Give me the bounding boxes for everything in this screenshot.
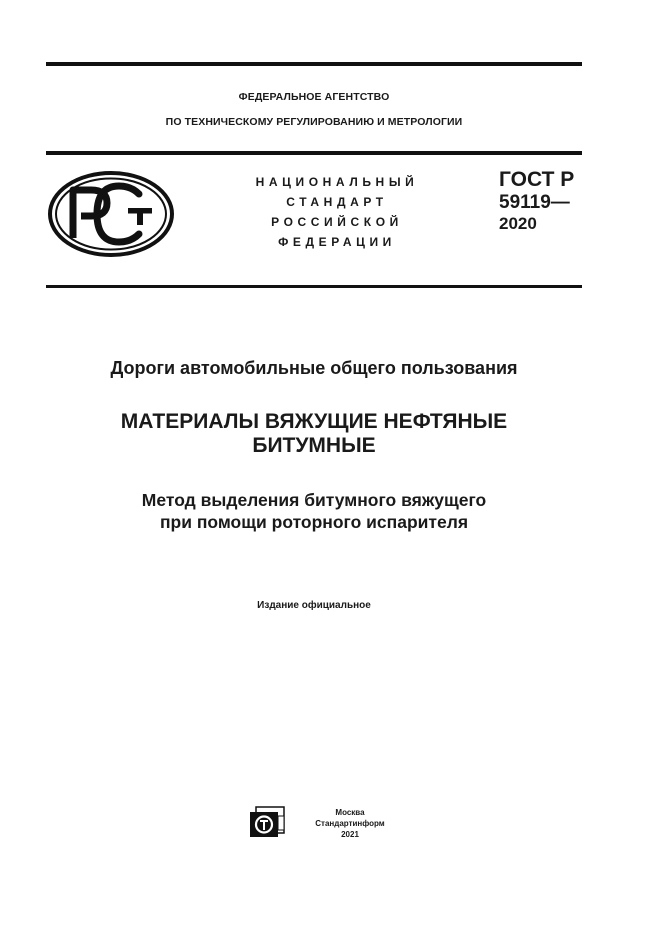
document-main-title <box>46 410 582 458</box>
standartinform-logo-icon <box>248 806 288 838</box>
document-subtitle: Дороги автомобильные общего пользования <box>110 358 518 378</box>
main-title-line2: БИТУМНЫЕ <box>252 434 376 457</box>
agency-name-line1: ФЕДЕРАЛЬНОЕ АГЕНТСТВО <box>238 91 390 103</box>
gost-code <box>499 168 574 234</box>
publisher-city: Москва <box>335 808 365 817</box>
gost-code-prefix: ГОСТ Р <box>499 168 575 191</box>
publisher-year: 2021 <box>341 830 359 839</box>
edition-label: Издание официальное <box>257 600 371 611</box>
rst-mark-icon <box>47 170 175 258</box>
gost-code-number: 59119— <box>499 192 570 214</box>
publisher-name: Стандартинформ <box>315 819 385 828</box>
national-standard-line: ФЕДЕРАЦИИ <box>278 235 396 249</box>
middle-rule <box>46 151 582 155</box>
top-rule <box>46 62 582 66</box>
method-title-line1: Метод выделения битумного вяжущего <box>141 490 487 510</box>
national-standard-label <box>232 172 442 252</box>
agency-name-line2: ПО ТЕХНИЧЕСКОМУ РЕГУЛИРОВАНИЮ И МЕТРОЛОГИИ <box>165 116 463 128</box>
gost-code-year: 2020 <box>499 213 537 233</box>
national-standard-line: РОССИЙСКОЙ <box>271 215 403 229</box>
publisher-imprint <box>310 807 390 840</box>
method-title <box>46 489 582 533</box>
national-standard-line: СТАНДАРТ <box>286 195 388 209</box>
method-title-line2: при помощи роторного испарителя <box>159 512 469 532</box>
national-standard-line: НАЦИОНАЛЬНЫЙ <box>255 175 419 189</box>
main-title-line1: МАТЕРИАЛЫ ВЯЖУЩИЕ НЕФТЯНЫЕ <box>120 410 508 433</box>
bottom-rule <box>46 285 582 288</box>
